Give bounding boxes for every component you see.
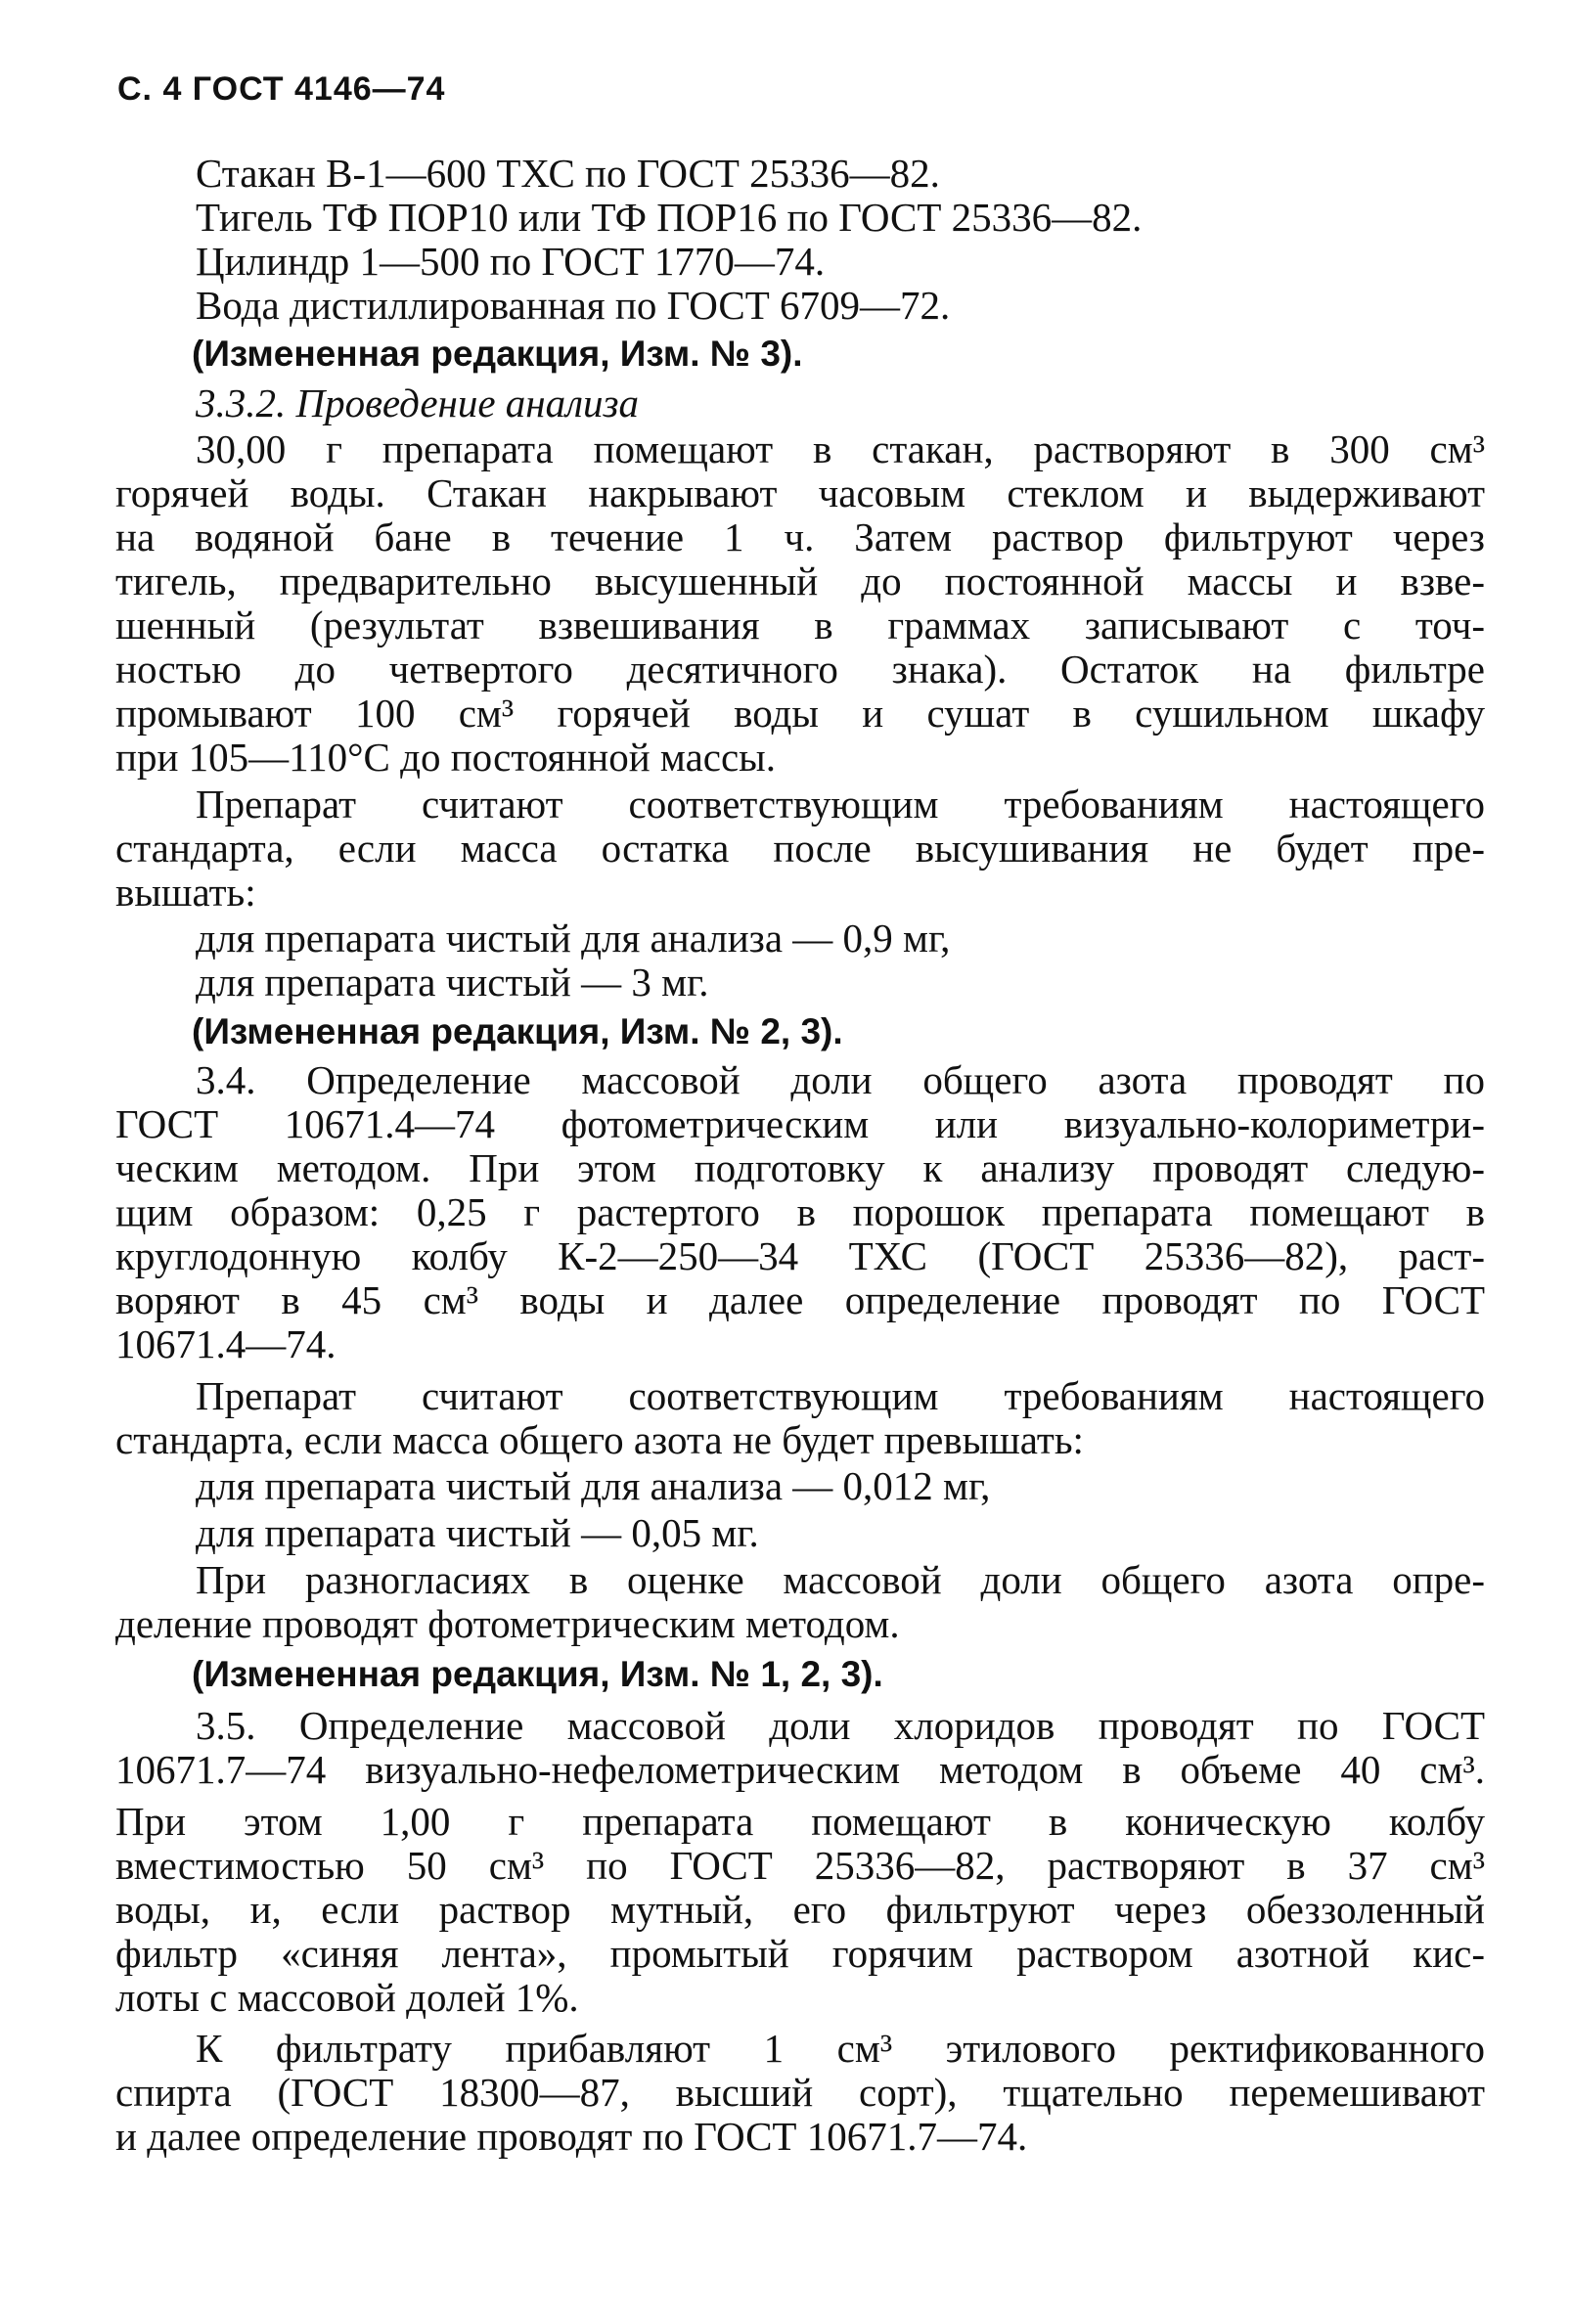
- text-line: вместимостью 50 см³ по ГОСТ 25336—82, растворяют в 37 см³: [115, 1843, 1485, 1888]
- text-line: Тигель ТФ ПОР10 или ТФ ПОР16 по ГОСТ 25336—82.: [196, 195, 1143, 240]
- text-line: тигель, предварительно высушенный до постоянной массы и взве-: [115, 559, 1485, 603]
- text-line: для препарата чистый для анализа — 0,9 мг,: [196, 916, 951, 961]
- text-line: и далее определение проводят по ГОСТ 10671.7—74.: [115, 2114, 1028, 2159]
- text-line: лоты с массовой долей 1%.: [115, 1975, 579, 2020]
- text-line: Стакан В-1—600 ТХС по ГОСТ 25336—82.: [196, 151, 940, 196]
- text-line: вышать:: [115, 870, 256, 915]
- text-line: промывают 100 см³ горячей воды и сушат в сушильном шкафу: [115, 691, 1485, 736]
- text-line: ГОСТ 10671.4—74 фотометрическим или визуально-колориметри-: [115, 1101, 1485, 1146]
- text-line: При этом 1,00 г препарата помещают в коническую колбу: [115, 1799, 1485, 1844]
- text-line: для препарата чистый — 3 мг.: [196, 960, 709, 1005]
- text-line: К фильтрату прибавляют 1 см³ этилового ректификованного: [196, 2026, 1485, 2071]
- text-line: для препарата чистый — 0,05 мг.: [196, 1510, 759, 1555]
- text-line: ностью до четвертого десятичного знака). Остаток на фильтре: [115, 647, 1485, 692]
- text-line: спирта (ГОСТ 18300—87, высший сорт), тщательно перемешивают: [115, 2070, 1485, 2115]
- text-line: При разногласиях в оценке массовой доли общего азота опре-: [196, 1557, 1485, 1602]
- text-line: Препарат считают соответствующим требованиям настоящего: [196, 782, 1485, 827]
- text-line: воряют в 45 см³ воды и далее определение проводят по ГОСТ: [115, 1277, 1485, 1322]
- text-line: при 105—110°С до постоянной массы.: [115, 735, 776, 780]
- amendment-note: (Измененная редакция, Изм. № 3).: [192, 334, 803, 374]
- text-line: круглодонную колбу К-2—250—34 ТХС (ГОСТ 25336—82), раст-: [115, 1233, 1485, 1278]
- text-line: на водяной бане в течение 1 ч. Затем раствор фильтруют через: [115, 514, 1485, 559]
- text-line: Цилиндр 1—500 по ГОСТ 1770—74.: [196, 239, 826, 284]
- text-line: стандарта, если масса общего азота не будет превышать:: [115, 1417, 1084, 1462]
- text-line: для препарата чистый для анализа — 0,012 мг,: [196, 1463, 991, 1508]
- text-line: деление проводят фотометрическим методом.: [115, 1601, 900, 1646]
- amendment-note: (Измененная редакция, Изм. № 2, 3).: [192, 1011, 843, 1051]
- text-line: стандарта, если масса остатка после высушивания не будет пре-: [115, 826, 1485, 871]
- text-line: горячей воды. Стакан накрывают часовым стеклом и выдерживают: [115, 470, 1485, 515]
- text-line: Препарат считают соответствующим требованиям настоящего: [196, 1373, 1485, 1418]
- page-header: С. 4 ГОСТ 4146—74: [117, 70, 446, 108]
- text-line: шенный (результат взвешивания в граммах записывают с точ-: [115, 603, 1485, 648]
- text-line: 3.5. Определение массовой доли хлоридов проводят по ГОСТ: [196, 1703, 1485, 1748]
- text-line: Вода дистиллированная по ГОСТ 6709—72.: [196, 283, 951, 328]
- text-line: щим образом: 0,25 г растертого в порошок препарата помещают в: [115, 1189, 1485, 1234]
- text-line: 3.4. Определение массовой доли общего азота проводят по: [196, 1057, 1485, 1102]
- text-line: фильтр «синяя лента», промытый горячим раствором азотной кис-: [115, 1931, 1485, 1976]
- text-line: ческим методом. При этом подготовку к анализу проводят следую-: [115, 1145, 1485, 1190]
- text-line: 10671.4—74.: [115, 1321, 337, 1366]
- text-line: 30,00 г препарата помещают в стакан, растворяют в 300 см³: [196, 426, 1485, 471]
- amendment-note: (Измененная редакция, Изм. № 1, 2, 3).: [192, 1654, 883, 1694]
- text-line: 10671.7—74 визуально-нефелометрическим методом в объеме 40 см³.: [115, 1747, 1485, 1792]
- text-line: воды, и, если раствор мутный, его фильтруют через обеззоленный: [115, 1887, 1485, 1932]
- section-heading: 3.3.2. Проведение анализа: [196, 380, 640, 425]
